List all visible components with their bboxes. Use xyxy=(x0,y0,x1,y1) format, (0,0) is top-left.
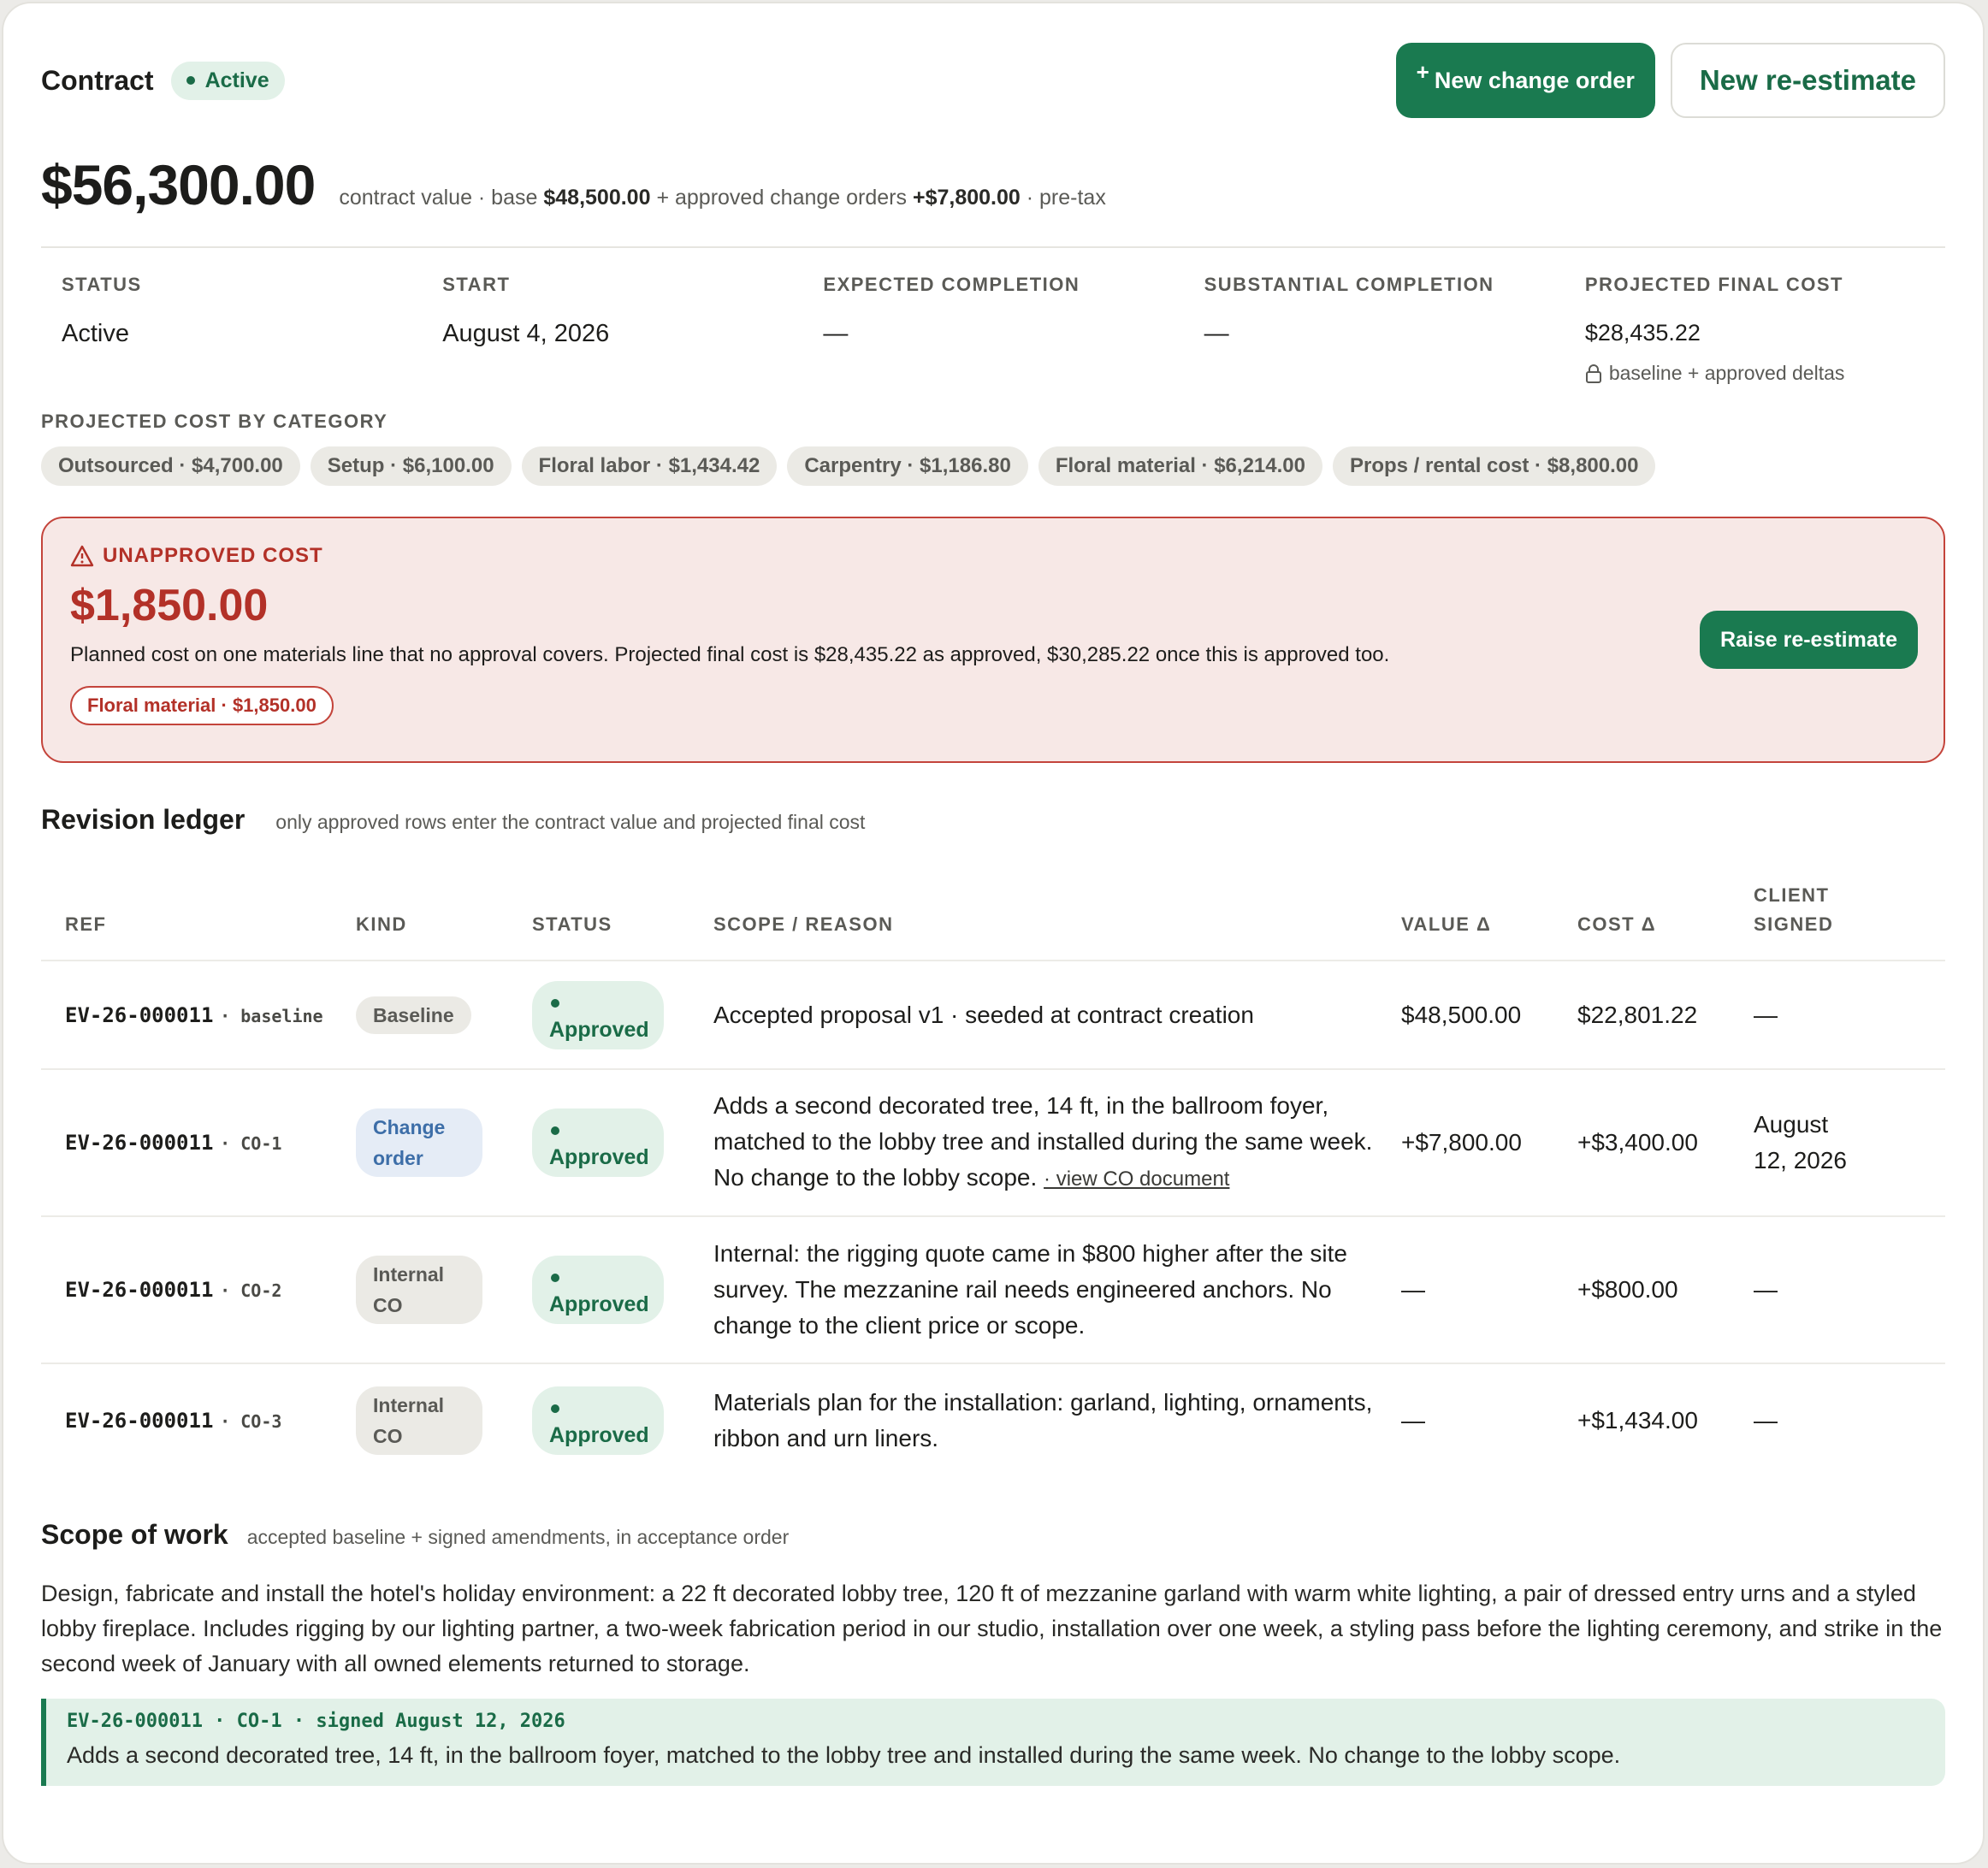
category-chip: Outsourced · $4,700.00 xyxy=(41,446,300,486)
row-cost: +$800.00 xyxy=(1577,1216,1754,1363)
row-scope xyxy=(713,1069,1401,1216)
plus-icon: + xyxy=(1416,58,1429,85)
ledger-header xyxy=(41,804,1945,836)
table-row[interactable] xyxy=(41,961,1945,1069)
row-cost: +$3,400.00 xyxy=(1577,1069,1754,1216)
alert-text: Planned cost on one materials line that no approval covers. Projected final cost is $28,435.22 as approved, $30,285.22 once this is approved too. xyxy=(70,643,1390,666)
approved-badge xyxy=(532,1386,664,1455)
approved-badge xyxy=(532,981,664,1049)
breakdown-base: $48,500.00 xyxy=(543,186,651,210)
status-badge xyxy=(171,62,285,100)
raise-reestimate-button[interactable]: Raise re-estimate xyxy=(1700,611,1918,669)
table-row[interactable] xyxy=(41,1216,1945,1363)
meta-status xyxy=(41,274,422,400)
row-value: — xyxy=(1401,1216,1577,1363)
column-header-ref: REF xyxy=(65,913,107,935)
row-cost: +$1,434.00 xyxy=(1577,1363,1754,1476)
row-value: — xyxy=(1401,1363,1577,1476)
row-cost: $22,801.22 xyxy=(1577,961,1754,1069)
warning-icon xyxy=(70,545,94,567)
approved-label: Approved xyxy=(549,1422,649,1447)
meta-projected-note xyxy=(1585,362,1945,385)
meta-status-label: STATUS xyxy=(62,274,142,295)
ref-id: EV-26-000011 xyxy=(65,1131,214,1155)
revision-ledger-table xyxy=(41,868,1945,1476)
meta-projected-label: PROJECTED FINAL COST xyxy=(1584,274,1843,295)
view-co-document-link[interactable]: · view CO document xyxy=(1044,1168,1230,1191)
row-status xyxy=(532,1363,713,1476)
alert-heading xyxy=(70,544,1916,568)
contract-value-row xyxy=(41,152,1945,217)
table-row[interactable] xyxy=(41,1363,1945,1476)
contract-value-breakdown xyxy=(339,186,1106,210)
category-chip: Setup · $6,100.00 xyxy=(311,446,512,486)
scope-header xyxy=(41,1519,1945,1551)
alert-amount: $1,850.00 xyxy=(70,581,269,630)
row-kind xyxy=(356,1069,532,1216)
meta-status-value: Active xyxy=(62,320,129,347)
category-chip: Floral material · $6,214.00 xyxy=(1038,446,1322,486)
row-scope: Materials plan for the installation: garland, lighting, ornaments, ribbon and urn liners. xyxy=(713,1363,1401,1476)
ref-id: EV-26-000011 xyxy=(65,1278,214,1302)
alert-heading-text: UNAPPROVED COST xyxy=(103,544,323,567)
scope-title: Scope of work xyxy=(41,1519,228,1550)
divider xyxy=(41,246,1945,248)
ref-tag: · CO-1 xyxy=(220,1133,282,1154)
column-header-signed-label: CLIENT SIGNED xyxy=(1754,884,1834,935)
status-dot-icon xyxy=(551,1404,559,1413)
column-header-scope: SCOPE / REASON xyxy=(713,913,894,935)
row-signed: — xyxy=(1754,961,1945,1069)
contract-meta xyxy=(41,274,1945,400)
lock-icon xyxy=(1585,364,1602,383)
row-kind xyxy=(356,1216,532,1363)
meta-expected xyxy=(802,274,1183,400)
status-dot-icon xyxy=(551,1126,559,1135)
row-kind xyxy=(356,1363,532,1476)
category-chip: Carpentry · $1,186.80 xyxy=(787,446,1027,486)
row-ref xyxy=(41,961,356,1069)
ref-id: EV-26-000011 xyxy=(65,1002,214,1027)
approved-label: Approved xyxy=(549,1145,649,1169)
contract-header xyxy=(41,41,1945,120)
status-dot-icon xyxy=(186,76,195,85)
amendment-block xyxy=(41,1699,1945,1786)
contract-card xyxy=(2,2,1985,1865)
meta-start-label: START xyxy=(442,274,511,295)
approved-label: Approved xyxy=(549,1017,649,1042)
row-status xyxy=(532,961,713,1069)
row-scope: Accepted proposal v1 · seeded at contract creation xyxy=(713,961,1401,1069)
ledger-title: Revision ledger xyxy=(41,804,246,835)
breakdown-middle: + approved change orders xyxy=(656,186,908,210)
column-header-signed xyxy=(1754,868,1945,961)
ref-tag: · CO-3 xyxy=(220,1410,282,1432)
row-status xyxy=(532,1216,713,1363)
breakdown-approved-co: +$7,800.00 xyxy=(912,186,1021,210)
ledger-subtitle: only approved rows enter the contract value and projected final cost xyxy=(275,811,866,833)
breakdown-suffix: · pre-tax xyxy=(1026,186,1106,210)
category-chip: Floral labor · $1,434.42 xyxy=(522,446,778,486)
ref-id: EV-26-000011 xyxy=(65,1408,214,1433)
amendment-ref: EV-26-000011 · CO-1 · signed August 12, 2026 xyxy=(67,1711,565,1732)
alert-category-chip: Floral material · $1,850.00 xyxy=(70,686,334,725)
scope-text: Design, fabricate and install the hotel's holiday environment: a 22 ft decorated lobby tree, 120 ft of mezzanine garland with warm white lighting, a pair of dressed entry urns and a styled lobby fireplace. Includes rigging by our lighting partner, a two-week fabrication period in our studio, installation over one week, a styling pass before the lighting ceremony, and strike in the second week of January with all owned elements returned to storage. xyxy=(41,1581,1943,1676)
row-signed xyxy=(1754,1069,1945,1216)
column-header-cost: COST Δ xyxy=(1577,913,1657,935)
row-ref xyxy=(41,1216,356,1363)
column-header-value: VALUE Δ xyxy=(1401,913,1492,935)
table-row[interactable] xyxy=(41,1069,1945,1216)
page-title: Contract xyxy=(41,64,154,96)
meta-substantial xyxy=(1184,274,1565,400)
ref-tag: · baseline xyxy=(220,1005,323,1026)
meta-projected xyxy=(1565,274,1945,400)
column-header-kind: KIND xyxy=(356,913,407,935)
row-ref xyxy=(41,1069,356,1216)
row-value: $48,500.00 xyxy=(1401,961,1577,1069)
meta-expected-label: EXPECTED COMPLETION xyxy=(823,274,1080,295)
kind-badge: Change order xyxy=(356,1108,482,1177)
row-value: +$7,800.00 xyxy=(1401,1069,1577,1216)
breakdown-prefix: contract value · base xyxy=(339,186,538,210)
scope-text: Adds a second decorated tree, 14 ft, in the ballroom foyer, matched to the lobby tree and installed during the same week. No change to the lobby scope. xyxy=(713,1092,1373,1191)
kind-badge: Internal CO xyxy=(356,1256,482,1324)
kind-badge: Internal CO xyxy=(356,1386,482,1455)
column-header-status: STATUS xyxy=(532,913,612,935)
table-header-row xyxy=(41,868,1945,961)
category-section-label: PROJECTED COST BY CATEGORY xyxy=(41,411,388,432)
new-reestimate-button[interactable]: New re-estimate xyxy=(1671,43,1945,118)
status-dot-icon xyxy=(551,1274,559,1282)
row-status xyxy=(532,1069,713,1216)
new-change-order-button[interactable] xyxy=(1396,43,1655,118)
unapproved-cost-alert xyxy=(41,517,1945,763)
ref-tag: · CO-2 xyxy=(220,1280,282,1301)
new-change-order-label: New change order xyxy=(1434,67,1635,93)
meta-start xyxy=(422,274,802,400)
scope-subtitle: accepted baseline + signed amendments, in acceptance order xyxy=(246,1526,790,1548)
row-signed: — xyxy=(1754,1363,1945,1476)
status-badge-label: Active xyxy=(204,68,269,92)
row-signed: — xyxy=(1754,1216,1945,1363)
approved-badge xyxy=(532,1256,664,1324)
kind-badge: Baseline xyxy=(356,996,471,1034)
meta-expected-value: — xyxy=(823,320,849,347)
contract-value-amount: $56,300.00 xyxy=(41,153,316,216)
meta-projected-note-text: baseline + approved deltas xyxy=(1608,362,1845,384)
approved-label: Approved xyxy=(549,1292,649,1316)
signed-date: August 12, 2026 xyxy=(1754,1111,1847,1173)
status-dot-icon xyxy=(551,999,559,1008)
row-scope: Internal: the rigging quote came in $800 higher after the site survey. The mezzanine rail needs engineered anchors. No change to the client price or scope. xyxy=(713,1216,1401,1363)
row-kind xyxy=(356,961,532,1069)
meta-projected-value: $28,435.22 xyxy=(1584,320,1701,346)
row-ref xyxy=(41,1363,356,1476)
category-chips xyxy=(41,446,1945,486)
meta-start-value: August 4, 2026 xyxy=(442,320,610,347)
category-chip: Props / rental cost · $8,800.00 xyxy=(1333,446,1656,486)
approved-badge xyxy=(532,1108,664,1177)
meta-substantial-value: — xyxy=(1204,320,1229,347)
meta-substantial-label: SUBSTANTIAL COMPLETION xyxy=(1204,274,1494,295)
amendment-text: Adds a second decorated tree, 14 ft, in the ballroom foyer, matched to the lobby tree and installed during the same week. No change to the lobby scope. xyxy=(67,1742,1621,1768)
